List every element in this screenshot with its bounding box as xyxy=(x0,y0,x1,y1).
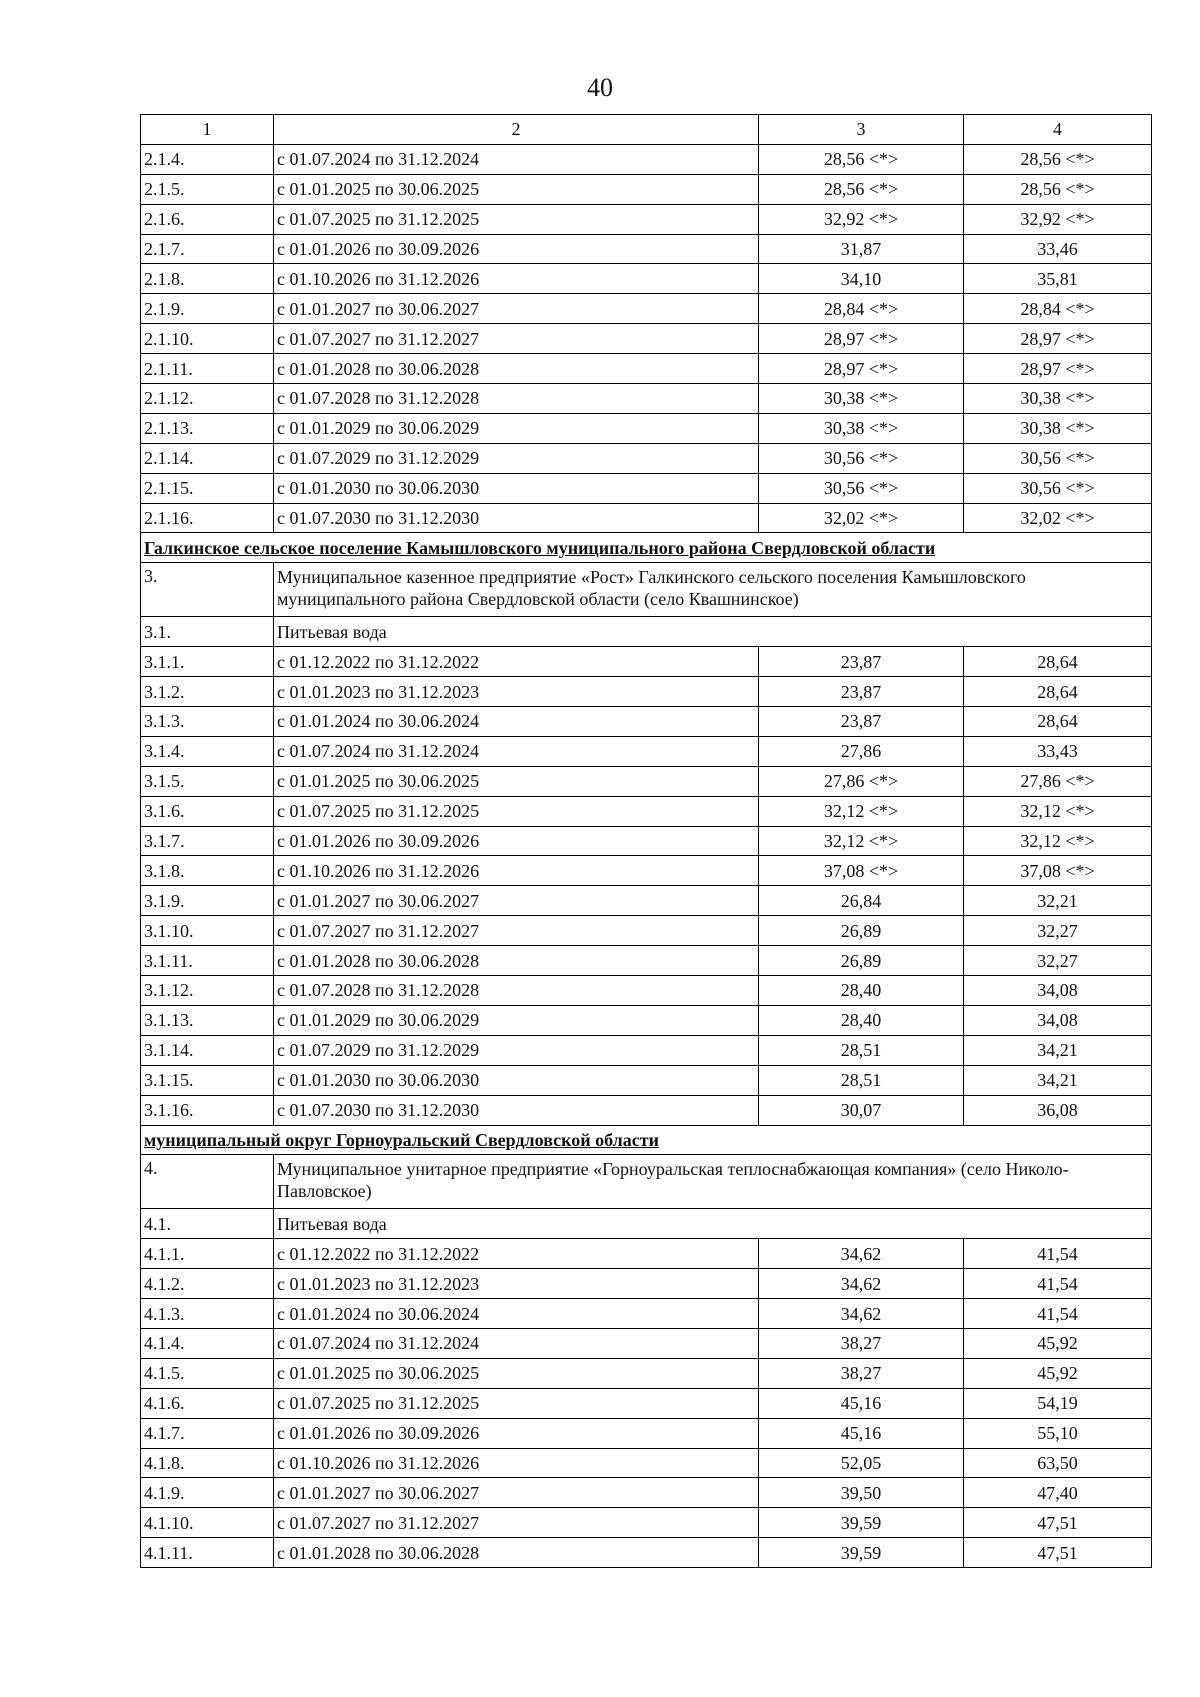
tariff-value-col4: 28,64 xyxy=(964,707,1152,737)
row-number-cell: 3.1.9. xyxy=(141,886,274,916)
row-number-cell: 2.1.9. xyxy=(141,294,274,324)
period-cell: с 01.01.2026 по 30.09.2026 xyxy=(274,826,759,856)
tariff-value-col3: 45,16 xyxy=(759,1388,964,1418)
tariff-value-col3: 39,59 xyxy=(759,1538,964,1568)
row-number-cell: 4.1.3. xyxy=(141,1299,274,1329)
period-cell: с 01.07.2025 по 31.12.2025 xyxy=(274,204,759,234)
row-number-cell: 4.1.10. xyxy=(141,1508,274,1538)
tariff-value-col3: 32,12 <*> xyxy=(759,796,964,826)
column-header-3: 3 xyxy=(759,115,964,145)
tariff-value-col3: 23,87 xyxy=(759,707,964,737)
table-row xyxy=(141,144,1152,174)
row-number-cell: 4.1.9. xyxy=(141,1478,274,1508)
period-cell: с 01.07.2030 по 31.12.2030 xyxy=(274,503,759,533)
row-number-cell: 3. xyxy=(141,563,274,617)
table-row xyxy=(141,294,1152,324)
period-cell: с 01.01.2023 по 31.12.2023 xyxy=(274,1269,759,1299)
tariff-value-col4: 47,51 xyxy=(964,1538,1152,1568)
row-number-cell: 2.1.14. xyxy=(141,443,274,473)
tariff-value-col3: 30,38 <*> xyxy=(759,413,964,443)
row-number-cell: 2.1.8. xyxy=(141,264,274,294)
table-header-row xyxy=(141,115,1152,145)
tariff-value-col4: 32,02 <*> xyxy=(964,503,1152,533)
tariff-value-col3: 32,92 <*> xyxy=(759,204,964,234)
tariff-value-col3: 26,89 xyxy=(759,916,964,946)
tariff-value-col3: 45,16 xyxy=(759,1418,964,1448)
organization-name: Муниципальное унитарное предприятие «Горноуральская теплоснабжающая компания» (село Николо-Павловское) xyxy=(274,1155,1152,1209)
period-cell: с 01.12.2022 по 31.12.2022 xyxy=(274,647,759,677)
period-cell: с 01.01.2024 по 30.06.2024 xyxy=(274,1299,759,1329)
table-row xyxy=(141,736,1152,766)
row-number-cell: 3.1.12. xyxy=(141,976,274,1006)
organization-row xyxy=(141,1155,1152,1209)
tariff-value-col3: 34,10 xyxy=(759,264,964,294)
row-number-cell: 2.1.12. xyxy=(141,384,274,414)
tariff-value-col3: 28,84 <*> xyxy=(759,294,964,324)
period-cell: с 01.01.2029 по 30.06.2029 xyxy=(274,413,759,443)
organization-row xyxy=(141,563,1152,617)
tariff-value-col4: 30,56 <*> xyxy=(964,473,1152,503)
table-row xyxy=(141,707,1152,737)
tariff-value-col4: 55,10 xyxy=(964,1418,1152,1448)
tariff-value-col4: 28,97 <*> xyxy=(964,354,1152,384)
tariff-value-col4: 45,92 xyxy=(964,1358,1152,1388)
row-number-cell: 3.1.2. xyxy=(141,677,274,707)
tariff-value-col3: 32,02 <*> xyxy=(759,503,964,533)
section-heading-row xyxy=(141,1125,1152,1155)
table-row xyxy=(141,204,1152,234)
row-number-cell: 2.1.15. xyxy=(141,473,274,503)
section-heading: Галкинское сельское поселение Камышловского муниципального района Свердловской области xyxy=(141,533,1152,563)
table-row xyxy=(141,1448,1152,1478)
row-number-cell: 2.1.5. xyxy=(141,174,274,204)
period-cell: с 01.01.2023 по 31.12.2023 xyxy=(274,677,759,707)
period-cell: с 01.07.2029 по 31.12.2029 xyxy=(274,443,759,473)
period-cell: с 01.10.2026 по 31.12.2026 xyxy=(274,1448,759,1478)
table-row xyxy=(141,916,1152,946)
tariff-value-col4: 32,12 <*> xyxy=(964,826,1152,856)
tariff-value-col4: 28,97 <*> xyxy=(964,324,1152,354)
row-number-cell: 4. xyxy=(141,1155,274,1209)
tariff-value-col4: 30,38 <*> xyxy=(964,384,1152,414)
row-number-cell: 4.1.2. xyxy=(141,1269,274,1299)
tariff-value-col4: 54,19 xyxy=(964,1388,1152,1418)
tariff-value-col3: 30,38 <*> xyxy=(759,384,964,414)
table-row xyxy=(141,1269,1152,1299)
tariff-value-col4: 35,81 xyxy=(964,264,1152,294)
table-row xyxy=(141,1418,1152,1448)
table-row xyxy=(141,946,1152,976)
tariff-value-col4: 63,50 xyxy=(964,1448,1152,1478)
table-row xyxy=(141,384,1152,414)
row-number-cell: 3.1.5. xyxy=(141,766,274,796)
period-cell: с 01.07.2025 по 31.12.2025 xyxy=(274,1388,759,1418)
row-number-cell: 3.1.6. xyxy=(141,796,274,826)
period-cell: с 01.07.2027 по 31.12.2027 xyxy=(274,1508,759,1538)
tariff-value-col4: 30,56 <*> xyxy=(964,443,1152,473)
tariff-value-col3: 28,51 xyxy=(759,1065,964,1095)
tariff-value-col4: 36,08 xyxy=(964,1095,1152,1125)
table-row xyxy=(141,647,1152,677)
table-row xyxy=(141,324,1152,354)
tariff-value-col4: 28,56 <*> xyxy=(964,174,1152,204)
tariff-value-col4: 33,43 xyxy=(964,736,1152,766)
row-number-cell: 3.1.16. xyxy=(141,1095,274,1125)
period-cell: с 01.07.2029 по 31.12.2029 xyxy=(274,1035,759,1065)
period-cell: с 01.01.2028 по 30.06.2028 xyxy=(274,1538,759,1568)
period-cell: с 01.07.2028 по 31.12.2028 xyxy=(274,384,759,414)
period-cell: с 01.07.2024 по 31.12.2024 xyxy=(274,736,759,766)
tariff-value-col3: 28,51 xyxy=(759,1035,964,1065)
table-row xyxy=(141,677,1152,707)
row-number-cell: 3.1.14. xyxy=(141,1035,274,1065)
period-cell: с 01.01.2029 по 30.06.2029 xyxy=(274,1005,759,1035)
row-number-cell: 3.1.15. xyxy=(141,1065,274,1095)
row-number-cell: 4.1.6. xyxy=(141,1388,274,1418)
row-number-cell: 3.1.1. xyxy=(141,647,274,677)
tariff-value-col3: 39,50 xyxy=(759,1478,964,1508)
tariff-value-col3: 28,97 <*> xyxy=(759,354,964,384)
row-number-cell: 3.1.3. xyxy=(141,707,274,737)
tariff-value-col4: 33,46 xyxy=(964,234,1152,264)
row-number-cell: 3.1.4. xyxy=(141,736,274,766)
row-number-cell: 4.1. xyxy=(141,1209,274,1239)
column-header-2: 2 xyxy=(274,115,759,145)
period-cell: с 01.01.2027 по 30.06.2027 xyxy=(274,294,759,324)
tariff-value-col3: 26,89 xyxy=(759,946,964,976)
row-number-cell: 2.1.4. xyxy=(141,144,274,174)
tariff-table xyxy=(140,114,1152,1568)
row-number-cell: 2.1.7. xyxy=(141,234,274,264)
table-row xyxy=(141,856,1152,886)
tariff-value-col3: 34,62 xyxy=(759,1269,964,1299)
period-cell: с 01.01.2025 по 30.06.2025 xyxy=(274,1358,759,1388)
tariff-value-col4: 41,54 xyxy=(964,1239,1152,1269)
row-number-cell: 3.1.8. xyxy=(141,856,274,886)
tariff-value-col4: 34,21 xyxy=(964,1035,1152,1065)
tariff-table-body xyxy=(141,115,1152,1568)
tariff-value-col3: 30,56 <*> xyxy=(759,443,964,473)
tariff-value-col3: 28,56 <*> xyxy=(759,144,964,174)
tariff-value-col4: 34,21 xyxy=(964,1065,1152,1095)
row-number-cell: 3.1. xyxy=(141,617,274,647)
tariff-value-col3: 23,87 xyxy=(759,677,964,707)
tariff-value-col3: 27,86 <*> xyxy=(759,766,964,796)
group-name: Питьевая вода xyxy=(274,1209,1152,1239)
table-row xyxy=(141,174,1152,204)
column-header-1: 1 xyxy=(141,115,274,145)
tariff-value-col3: 28,40 xyxy=(759,1005,964,1035)
table-row xyxy=(141,976,1152,1006)
table-row xyxy=(141,1508,1152,1538)
period-cell: с 01.01.2026 по 30.09.2026 xyxy=(274,234,759,264)
tariff-value-col4: 32,12 <*> xyxy=(964,796,1152,826)
tariff-value-col4: 34,08 xyxy=(964,1005,1152,1035)
tariff-value-col3: 32,12 <*> xyxy=(759,826,964,856)
row-number-cell: 4.1.7. xyxy=(141,1418,274,1448)
table-row xyxy=(141,1239,1152,1269)
tariff-value-col4: 47,40 xyxy=(964,1478,1152,1508)
period-cell: с 01.07.2028 по 31.12.2028 xyxy=(274,976,759,1006)
table-row xyxy=(141,1358,1152,1388)
page-number: 40 xyxy=(587,73,613,102)
tariff-value-col4: 28,84 <*> xyxy=(964,294,1152,324)
tariff-value-col3: 30,07 xyxy=(759,1095,964,1125)
tariff-value-col3: 52,05 xyxy=(759,1448,964,1478)
period-cell: с 01.07.2025 по 31.12.2025 xyxy=(274,796,759,826)
period-cell: с 01.01.2028 по 30.06.2028 xyxy=(274,354,759,384)
period-cell: с 01.01.2027 по 30.06.2027 xyxy=(274,886,759,916)
tariff-value-col4: 32,27 xyxy=(964,946,1152,976)
tariff-value-col4: 45,92 xyxy=(964,1328,1152,1358)
table-row xyxy=(141,264,1152,294)
section-heading: муниципальный округ Горноуральский Свердловской области xyxy=(141,1125,1152,1155)
period-cell: с 01.10.2026 по 31.12.2026 xyxy=(274,264,759,294)
period-cell: с 01.01.2024 по 30.06.2024 xyxy=(274,707,759,737)
tariff-value-col4: 34,08 xyxy=(964,976,1152,1006)
tariff-value-col4: 30,38 <*> xyxy=(964,413,1152,443)
tariff-value-col3: 31,87 xyxy=(759,234,964,264)
tariff-value-col4: 47,51 xyxy=(964,1508,1152,1538)
tariff-value-col4: 32,21 xyxy=(964,886,1152,916)
period-cell: с 01.01.2027 по 30.06.2027 xyxy=(274,1478,759,1508)
column-header-4: 4 xyxy=(964,115,1152,145)
tariff-value-col3: 26,84 xyxy=(759,886,964,916)
period-cell: с 01.01.2025 по 30.06.2025 xyxy=(274,174,759,204)
tariff-value-col3: 38,27 xyxy=(759,1328,964,1358)
row-number-cell: 3.1.11. xyxy=(141,946,274,976)
table-row xyxy=(141,1035,1152,1065)
tariff-value-col3: 28,97 <*> xyxy=(759,324,964,354)
table-row xyxy=(141,1478,1152,1508)
tariff-value-col3: 28,40 xyxy=(759,976,964,1006)
table-row xyxy=(141,1328,1152,1358)
tariff-value-col4: 32,27 xyxy=(964,916,1152,946)
table-row xyxy=(141,1299,1152,1329)
row-number-cell: 2.1.16. xyxy=(141,503,274,533)
period-cell: с 01.07.2027 по 31.12.2027 xyxy=(274,324,759,354)
table-row xyxy=(141,503,1152,533)
row-number-cell: 2.1.6. xyxy=(141,204,274,234)
row-number-cell: 4.1.4. xyxy=(141,1328,274,1358)
period-cell: с 01.01.2030 по 30.06.2030 xyxy=(274,473,759,503)
tariff-value-col3: 38,27 xyxy=(759,1358,964,1388)
tariff-value-col4: 27,86 <*> xyxy=(964,766,1152,796)
tariff-value-col3: 30,56 <*> xyxy=(759,473,964,503)
table-row xyxy=(141,443,1152,473)
tariff-value-col3: 34,62 xyxy=(759,1299,964,1329)
table-row xyxy=(141,234,1152,264)
table-row xyxy=(141,413,1152,443)
tariff-value-col4: 41,54 xyxy=(964,1269,1152,1299)
period-cell: с 01.07.2030 по 31.12.2030 xyxy=(274,1095,759,1125)
row-number-cell: 4.1.5. xyxy=(141,1358,274,1388)
table-row xyxy=(141,1005,1152,1035)
period-cell: с 01.01.2028 по 30.06.2028 xyxy=(274,946,759,976)
period-cell: с 01.10.2026 по 31.12.2026 xyxy=(274,856,759,886)
tariff-value-col4: 32,92 <*> xyxy=(964,204,1152,234)
row-number-cell: 3.1.13. xyxy=(141,1005,274,1035)
row-number-cell: 2.1.11. xyxy=(141,354,274,384)
table-row xyxy=(141,354,1152,384)
table-row xyxy=(141,1388,1152,1418)
table-row xyxy=(141,473,1152,503)
period-cell: с 01.01.2030 по 30.06.2030 xyxy=(274,1065,759,1095)
period-cell: с 01.12.2022 по 31.12.2022 xyxy=(274,1239,759,1269)
group-row xyxy=(141,617,1152,647)
table-row xyxy=(141,886,1152,916)
row-number-cell: 3.1.10. xyxy=(141,916,274,946)
tariff-value-col4: 28,64 xyxy=(964,647,1152,677)
row-number-cell: 2.1.13. xyxy=(141,413,274,443)
tariff-value-col3: 34,62 xyxy=(759,1239,964,1269)
table-row xyxy=(141,1538,1152,1568)
section-heading-row xyxy=(141,533,1152,563)
table-row xyxy=(141,1095,1152,1125)
table-row xyxy=(141,796,1152,826)
tariff-value-col4: 37,08 <*> xyxy=(964,856,1152,886)
organization-name: Муниципальное казенное предприятие «Рост» Галкинского сельского поселения Камышловского муниципального района Свердловской области (село Квашнинское) xyxy=(274,563,1152,617)
row-number-cell: 4.1.8. xyxy=(141,1448,274,1478)
group-row xyxy=(141,1209,1152,1239)
group-name: Питьевая вода xyxy=(274,617,1152,647)
tariff-value-col4: 28,56 <*> xyxy=(964,144,1152,174)
period-cell: с 01.07.2024 по 31.12.2024 xyxy=(274,144,759,174)
period-cell: с 01.07.2024 по 31.12.2024 xyxy=(274,1328,759,1358)
period-cell: с 01.01.2025 по 30.06.2025 xyxy=(274,766,759,796)
period-cell: с 01.07.2027 по 31.12.2027 xyxy=(274,916,759,946)
tariff-value-col4: 28,64 xyxy=(964,677,1152,707)
tariff-value-col3: 39,59 xyxy=(759,1508,964,1538)
row-number-cell: 2.1.10. xyxy=(141,324,274,354)
tariff-value-col3: 28,56 <*> xyxy=(759,174,964,204)
row-number-cell: 3.1.7. xyxy=(141,826,274,856)
row-number-cell: 4.1.11. xyxy=(141,1538,274,1568)
table-row xyxy=(141,1065,1152,1095)
tariff-value-col3: 37,08 <*> xyxy=(759,856,964,886)
table-row xyxy=(141,826,1152,856)
tariff-value-col3: 27,86 xyxy=(759,736,964,766)
period-cell: с 01.01.2026 по 30.09.2026 xyxy=(274,1418,759,1448)
tariff-value-col4: 41,54 xyxy=(964,1299,1152,1329)
table-row xyxy=(141,766,1152,796)
tariff-value-col3: 23,87 xyxy=(759,647,964,677)
row-number-cell: 4.1.1. xyxy=(141,1239,274,1269)
